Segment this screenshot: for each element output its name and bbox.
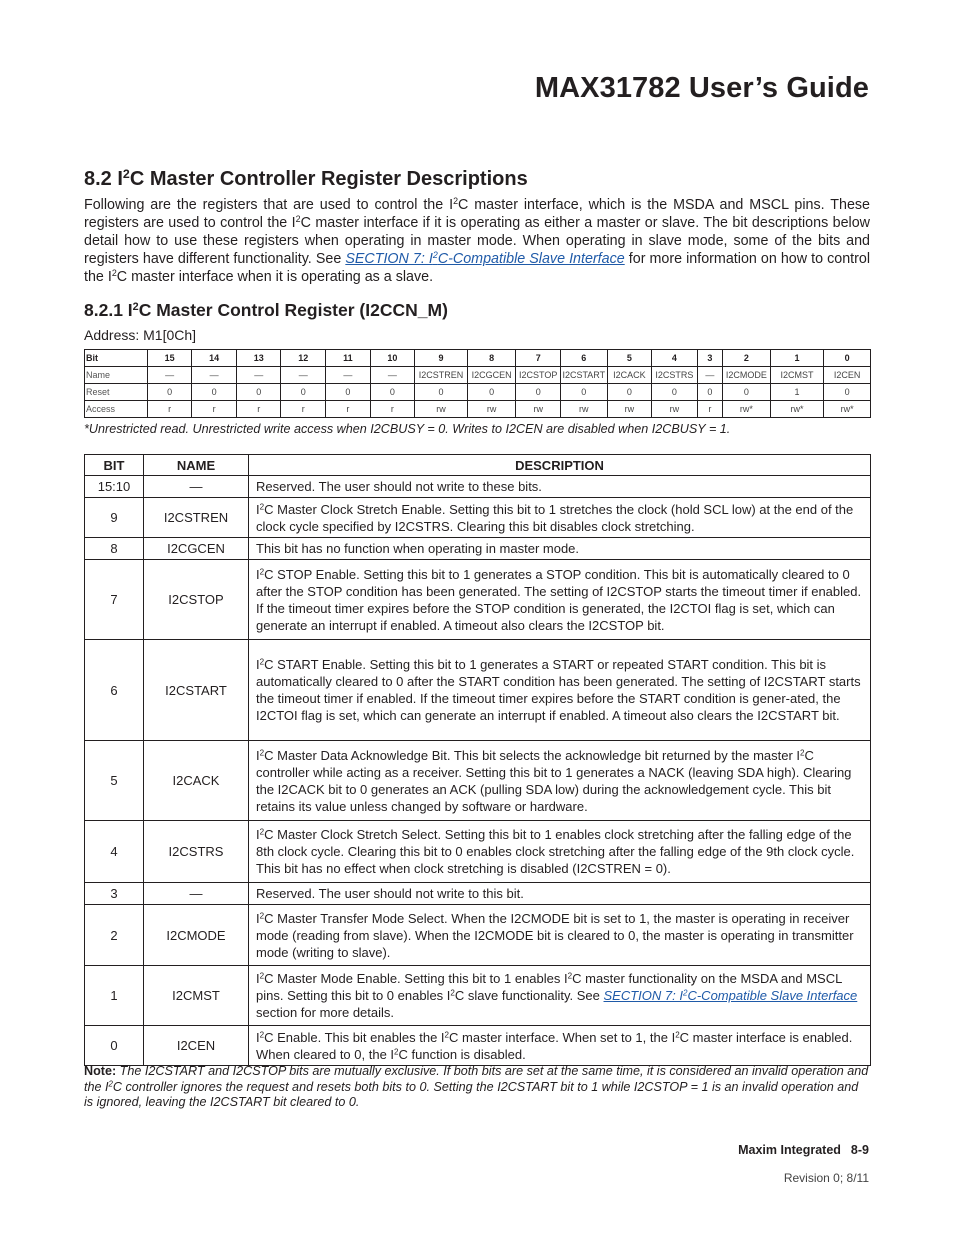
intro-text: for more information on how to control the I — [84, 251, 871, 285]
bit-cell: rw — [467, 401, 516, 418]
name-cell: I2CGCEN — [144, 538, 249, 560]
bit-cell: 9 — [85, 498, 144, 538]
bit-cell: r — [281, 401, 326, 418]
name-cell: I2CMST — [144, 966, 249, 1026]
superscript: 2 — [295, 214, 301, 225]
bit-cell: rw — [415, 401, 468, 418]
name-cell: I2CEN — [144, 1026, 249, 1066]
bit-cell: — — [697, 367, 722, 384]
superscript: 2 — [259, 971, 265, 981]
superscript: 2 — [394, 1047, 399, 1057]
bit-cell: I2CACK — [607, 367, 652, 384]
bit-cell: 0 — [607, 384, 652, 401]
section7-link[interactable] — [345, 251, 624, 267]
section-heading-suffix: C Master Controller Register Descriptions — [129, 168, 528, 190]
bit-cell: r — [697, 401, 722, 418]
bit-cell: 0 — [723, 384, 771, 401]
bit-cell: 0 — [85, 1026, 144, 1066]
superscript: 2 — [567, 971, 573, 981]
intro-text: C master interface, which is the MSDA and MSCL pins. These registers are used to control the I — [84, 197, 870, 231]
superscript[interactable]: 2 — [682, 988, 688, 998]
superscript: 2 — [800, 748, 805, 758]
bit-cell: 15 — [147, 350, 192, 367]
bit-cell: 1 — [770, 350, 824, 367]
text: C Master Transfer Mode Select. When the I2CMODE bit is set to 1, the master is operating in receiver mode (reading from slave). When the I2CMODE bit is cleared to 0, the master is operating in transmitter mode (writing to slave). — [256, 910, 854, 960]
text: C controller while acting as a receiver. Setting this bit to 1 generates a NACK (leaving SDA high). Clearing the I2CACK bit to 0 generates an ACK (pulling SDA low) during the acknowledgement cycle. This bit retains its value unless changed by software or hardware. — [256, 747, 852, 814]
description-cell: This bit has no function when operating in master mode. — [249, 538, 871, 560]
bit-cell: — — [192, 367, 237, 384]
intro-text: C master interface when it is operating as a slave. — [116, 269, 434, 285]
intro-text: C master interface if it is operating as either a master or slave. The bit descriptions below detail how to use these registers when operating in master mode. When operating in slave mode, some of the bits and registers have different functionality. See — [84, 215, 870, 267]
bit-cell: I2CMST — [770, 367, 824, 384]
bit-cell: — — [147, 367, 192, 384]
description-cell: Reserved. The user should not write to this bit. — [249, 883, 871, 905]
page-number: 8-9 — [850, 1143, 869, 1157]
bit-cell: r — [147, 401, 192, 418]
bit-cell: I2CGCEN — [467, 367, 516, 384]
superscript: 2 — [675, 1030, 680, 1040]
subsection-heading-prefix: 8.2.1 I — [84, 300, 133, 320]
section-heading-prefix: 8.2 I — [84, 168, 123, 190]
table-row — [85, 966, 871, 1026]
text: I — [256, 1029, 260, 1045]
bit-cell: 0 — [370, 384, 415, 401]
link-text[interactable]: C-Compatible Slave Interface — [437, 251, 625, 267]
document-title: MAX31782 User’s Guide — [534, 72, 869, 104]
bit-cell: 0 — [236, 384, 281, 401]
name-cell: I2CMODE — [144, 905, 249, 966]
superscript: 2 — [259, 1030, 265, 1040]
bit-cell: 7 — [85, 560, 144, 640]
link-text[interactable]: C-Compatible Slave Interface — [687, 988, 858, 1003]
bit-cell: 6 — [561, 350, 608, 367]
footer-company — [738, 1143, 869, 1157]
text: I — [256, 971, 260, 986]
bit-cell: 5 — [85, 741, 144, 821]
bit-cell: 12 — [281, 350, 326, 367]
bit-cell: I2CMODE — [723, 367, 771, 384]
description-cell — [249, 560, 871, 640]
bit-cell: 14 — [192, 350, 237, 367]
description-cell — [249, 905, 871, 966]
table-row — [85, 883, 871, 905]
superscript: 2 — [259, 657, 265, 667]
bit-cell: 0 — [192, 384, 237, 401]
bit-cell: rw — [516, 401, 561, 418]
text: I — [256, 747, 260, 763]
intro-text: Following are the registers that are used to control the I — [84, 197, 454, 213]
table-row — [85, 905, 871, 966]
bit-access-row — [85, 401, 871, 418]
note-text: C controller ignores the request and resets both bits to 0. Setting the I2CSTART bit to 1 while I2CSTOP = 1 is an invalid operation and is ignored, leaving the I2CSTART bit cleared to 0. — [84, 1079, 859, 1109]
description-cell — [249, 498, 871, 538]
bit-reset-row — [85, 384, 871, 401]
name-cell: I2CACK — [144, 741, 249, 821]
table-row — [85, 1026, 871, 1066]
bit-cell: 0 — [697, 384, 722, 401]
company-name: Maxim Integrated — [738, 1143, 841, 1157]
description-cell — [249, 1026, 871, 1066]
bit-name-row — [85, 367, 871, 384]
table-row — [85, 476, 871, 498]
bit-cell: 5 — [607, 350, 652, 367]
bit-cell: — — [281, 367, 326, 384]
description-cell — [249, 966, 871, 1026]
text: C Master Mode Enable. Setting this bit to 1 enables I — [264, 971, 568, 986]
link-text[interactable]: SECTION 7: I — [603, 988, 683, 1003]
bit-cell: 0 — [652, 384, 698, 401]
bit-cell: 3 — [697, 350, 722, 367]
name-cell: I2CSTRS — [144, 821, 249, 883]
bit-cell: rw — [652, 401, 698, 418]
bit-cell: rw — [607, 401, 652, 418]
table-row — [85, 640, 871, 741]
bit-cell: r — [236, 401, 281, 418]
header-bit: BIT — [85, 455, 144, 476]
text: C START Enable. Setting this bit to 1 generates a START or repeated START condition. This bit is automatically cleared to 0 after the START condition has been generated. The setting of I2CSTART starts the timeout timer if enabled. If the timeout timer expires before the START condition is gener-ated, the I2CTOI flag is set, which can generate an interrupt if enabled. A timeout also clears the I2CSTART bit. — [256, 657, 861, 723]
bit-cell: 13 — [236, 350, 281, 367]
bit-cell: rw* — [824, 401, 871, 418]
link-text[interactable]: SECTION 7: I — [345, 251, 433, 267]
text: I — [256, 657, 260, 672]
text: I — [256, 827, 260, 842]
description-cell — [249, 821, 871, 883]
superscript: 2 — [108, 1079, 113, 1089]
bit-cell: r — [326, 401, 371, 418]
subsection-heading-suffix: C Master Control Register (I2CCN_M) — [138, 300, 448, 320]
bit-cell: 1 — [770, 384, 824, 401]
header-description: DESCRIPTION — [249, 455, 871, 476]
bit-cell: — — [370, 367, 415, 384]
bit-cell: r — [370, 401, 415, 418]
bit-cell: 0 — [516, 384, 561, 401]
bit-cell: 0 — [824, 384, 871, 401]
row-label: Access — [85, 401, 148, 418]
bit-cell: I2CSTART — [561, 367, 608, 384]
bit-table-footnote: *Unrestricted read. Unrestricted write access when I2CBUSY = 0. Writes to I2CEN are disabled when I2CBUSY = 1. — [84, 422, 731, 436]
bit-cell: 6 — [85, 640, 144, 741]
bit-cell: 2 — [723, 350, 771, 367]
name-cell: I2CSTOP — [144, 560, 249, 640]
bit-cell: rw — [561, 401, 608, 418]
row-label: Name — [85, 367, 148, 384]
text: C function is disabled. — [398, 1046, 526, 1062]
bit-cell: 11 — [326, 350, 371, 367]
text: C master interface. When set to 1, the I — [449, 1029, 676, 1045]
text: C master interface is enabled. When cleared to 0, the I — [256, 1029, 853, 1062]
bit-cell: 0 — [561, 384, 608, 401]
name-cell: — — [144, 476, 249, 498]
description-cell — [249, 640, 871, 741]
table-row — [85, 821, 871, 883]
bit-cell: 2 — [85, 905, 144, 966]
bit-cell: I2CSTREN — [415, 367, 468, 384]
table-row — [85, 560, 871, 640]
text: C Master Data Acknowledge Bit. This bit selects the acknowledge bit returned by the master I — [264, 747, 801, 763]
superscript: 2 — [111, 268, 117, 279]
text: C STOP Enable. Setting this bit to 1 generates a STOP condition. This bit is automatically cleared to 0 after the STOP condition has been generated. The setting of I2CSTOP starts the timeout timer if enabled. If the timeout timer expires before the STOP condition is generated, the I2CTOI flag is set, which can generate an interrupt if enabled. A timeout also clears the I2CSTOP bit. — [256, 566, 862, 633]
bit-cell: 0 — [824, 350, 871, 367]
section-heading-sup: 2 — [122, 167, 130, 182]
note-paragraph — [84, 1064, 870, 1111]
bit-description-table — [84, 454, 871, 1066]
desc-header-row — [85, 455, 871, 476]
bit-cell: I2CSTRS — [652, 367, 698, 384]
bit-cell: 0 — [467, 384, 516, 401]
text: I — [256, 910, 260, 926]
bit-cell: rw* — [723, 401, 771, 418]
bit-cell: 0 — [326, 384, 371, 401]
bit-cell: — — [236, 367, 281, 384]
bit-cell: rw* — [770, 401, 824, 418]
note-text: The I2CSTART and I2CSTOP bits are mutually exclusive. If both bits are set at the same time, it is considered an invalid operation and the I — [84, 1064, 869, 1094]
table-row — [85, 741, 871, 821]
description-cell: Reserved. The user should not write to these bits. — [249, 476, 871, 498]
bit-cell: 0 — [147, 384, 192, 401]
description-cell — [249, 741, 871, 821]
superscript[interactable]: 2 — [432, 250, 438, 261]
text: I — [256, 566, 260, 582]
text: C Enable. This bit enables the I — [264, 1029, 445, 1045]
superscript: 2 — [453, 196, 459, 207]
bit-number-row — [85, 350, 871, 367]
bit-cell: 7 — [516, 350, 561, 367]
table-row — [85, 498, 871, 538]
bit-cell: 8 — [467, 350, 516, 367]
name-cell: I2CSTREN — [144, 498, 249, 538]
header-name: NAME — [144, 455, 249, 476]
bit-cell: 3 — [85, 883, 144, 905]
superscript: 2 — [259, 748, 265, 758]
bit-cell: — — [326, 367, 371, 384]
text: section for more details. — [256, 1005, 395, 1020]
name-cell: I2CSTART — [144, 640, 249, 741]
note-label: Note: — [84, 1064, 117, 1078]
superscript: 2 — [259, 827, 265, 837]
bit-cell: 4 — [652, 350, 698, 367]
bit-cell: 10 — [370, 350, 415, 367]
bit-cell: I2CSTOP — [516, 367, 561, 384]
bit-cell: 0 — [415, 384, 468, 401]
bit-cell: 8 — [85, 538, 144, 560]
bit-cell: I2CEN — [824, 367, 871, 384]
bit-cell: 0 — [281, 384, 326, 401]
superscript: 2 — [450, 988, 455, 998]
bit-cell: 9 — [415, 350, 468, 367]
bit-cell: 4 — [85, 821, 144, 883]
footer-revision: Revision 0; 8/11 — [783, 1171, 869, 1185]
register-bit-table — [84, 349, 871, 418]
bit-cell: 15:10 — [85, 476, 144, 498]
text: C Master Clock Stretch Enable. Setting this bit to 1 stretches the clock (hold SCL low) at the end of the clock cycle specified by I2CSTRS. Clearing this bit disables clock stretching. — [256, 501, 854, 534]
table-row — [85, 538, 871, 560]
superscript: 2 — [259, 502, 265, 512]
text: C Master Clock Stretch Select. Setting this bit to 1 enables clock stretching after the falling edge of the 8th clock cycle. Clearing this bit to 0 enables clock stretching after the falling edge of the 9th clock cycle. This bit has no effect when clock stretching is disabled (I2CSTREN = 0). — [256, 827, 855, 876]
register-address: Address: M1[0Ch] — [84, 327, 197, 343]
bit-cell: 1 — [85, 966, 144, 1026]
superscript: 2 — [259, 567, 265, 577]
subsection-heading — [84, 300, 448, 321]
text: I — [256, 501, 260, 517]
superscript: 2 — [259, 911, 265, 921]
row-label: Bit — [85, 350, 148, 367]
superscript: 2 — [444, 1030, 450, 1040]
row-label: Reset — [85, 384, 148, 401]
subsection-heading-sup: 2 — [132, 301, 139, 314]
section7-link[interactable] — [604, 988, 858, 1003]
bit-cell: r — [192, 401, 237, 418]
text: C slave functionality. See — [454, 988, 604, 1003]
text: C master functionality on the MSDA and MSCL pins. Setting this bit to 0 enables I — [256, 971, 842, 1003]
intro-paragraph — [84, 196, 870, 286]
name-cell: — — [144, 883, 249, 905]
section-heading — [84, 168, 528, 191]
